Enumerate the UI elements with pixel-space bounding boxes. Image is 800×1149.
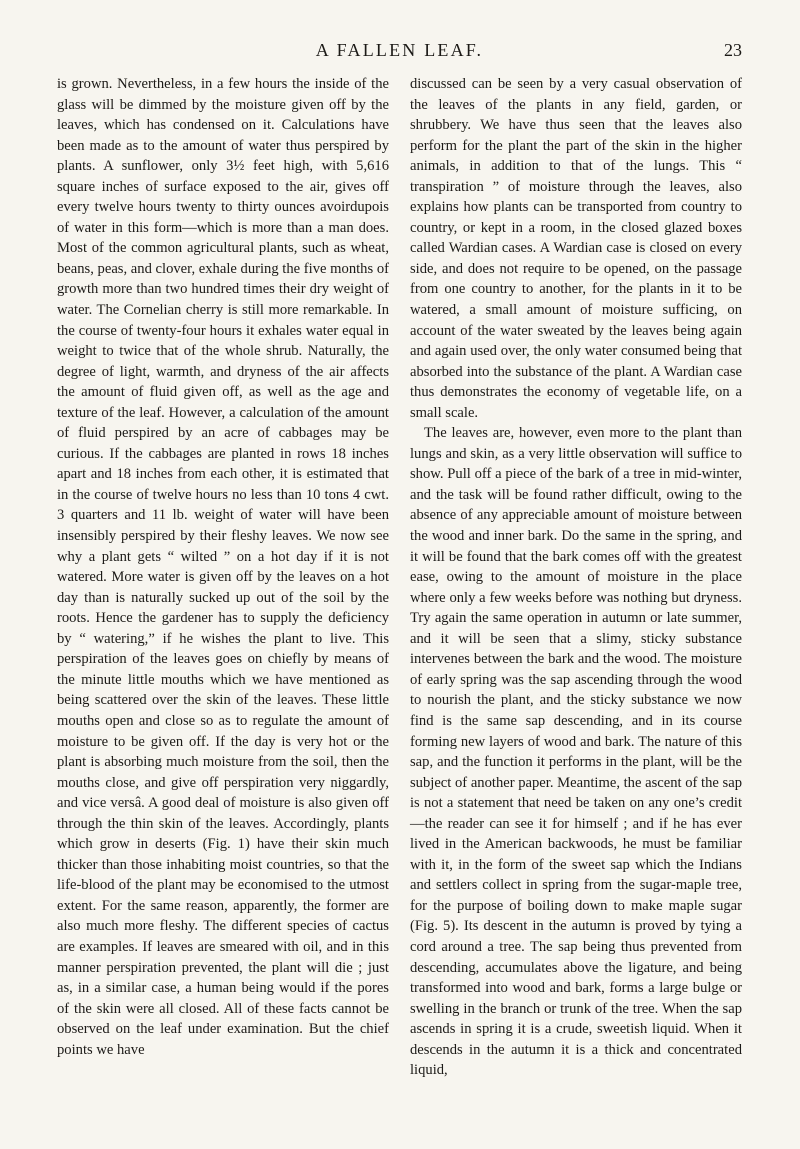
- running-head: [57, 40, 742, 64]
- right-paragraph-1: discussed can be seen by a very casual observation of the leaves of the plants in any field, garden, or shrubbery. We have thus seen that the leaves also perform for the plant the part of the skin in the higher animals, in addition to that of the lungs. This “ transpiration ” of moisture through the leaves, also explains how plants can be transported from country to country, or kept in a room, in the closed glazed boxes called Wardian cases. A Wardian case is closed on every side, and does not require to be opened, on the passage from one country to another, for the plants in it to be watered, a small amount of moisture sufficing, on account of the water sweated by the leaves being again and again used over, the only water consumed being that absorbed into the substance of the plant. A Wardian case thus demonstrates the economy of vegetable life, on a small scale.: [410, 76, 742, 421]
- left-column: [57, 74, 389, 1081]
- right-column: [410, 74, 742, 1081]
- left-paragraph-1: is grown. Nevertheless, in a few hours the inside of the glass will be dimmed by the moisture given off by the leaves, which has condensed on it. Calculations have been made as to the amount of water thus perspired by plants. A sunflower, only 3½ feet high, with 5,616 square inches of surface exposed to the air, gives off every twelve hours twenty to thirty ounces avoirdupois of water in this form—which is more than a man does. Most of the common agricultural plants, such as wheat, beans, peas, and clover, exhale during the five months of growth more than two hundred times their dry weight of water. The Cornelian cherry is still more remarkable. In the course of twenty-four hours it exhales water equal in weight to twice that of the whole shrub. Naturally, the degree of light, warmth, and dryness of the air affects the amount of fluid given off, as well as the age and texture of the leaf. However, a calculation of the amount of fluid perspired by an acre of cabbages may be curious. If the cabbages are planted in rows 18 inches apart and 18 inches from each other, it is estimated that in the course of twelve hours no less than 10 tons 4 cwt. 3 quarters and 11 lb. weight of water will have been insensibly perspired by their fleshy leaves. We now see why a plant gets “ wilted ” on a hot day if it is not watered. More water is given off by the leaves on a hot day than is naturally sucked up out of the soil by the roots. Hence the gardener has to supply the deficiency by “ watering,” if he wishes the plant to live. This perspiration of the leaves goes on chiefly by means of the minute little mouths which we have mentioned as being scattered over the skin of the leaves. These little mouths open and close so as to regulate the amount of moisture to be given off. If the day is very hot or the plant is absorbing much moisture from the soil, then the mouths close, and give off perspiration very niggardly, and vice versâ. A good deal of moisture is also given off through the thin skin of the leaves. Accordingly, plants which grow in deserts (Fig. 1) have their skin much thicker than those inhabiting moist countries, so that the life-blood of the plant may be economised to the utmost extent. For the same reason, apparently, the former are also much more fleshy. The different species of cactus are examples. If leaves are smeared with oil, and in this manner perspiration prevented, the plant will die ; just as, in a similar case, a human being would if the pores of the skin were all closed. All of these facts cannot be observed on the leaf under examination. But the chief points we have: [57, 76, 389, 1058]
- text-columns: [57, 74, 742, 1081]
- page-number: 23: [724, 40, 742, 60]
- running-title: A FALLEN LEAF.: [315, 40, 484, 60]
- right-paragraph-2: The leaves are, however, even more to the plant than lungs and skin, as a very little observation will suffice to show. Pull off a piece of the bark of a tree in mid-winter, and the task will be found rather difficult, owing to the absence of any appreciable amount of moisture between the wood and inner bark. Do the same in the spring, and it will be found that the bark comes off with the greatest ease, owing to the amount of moisture in the place where only a few weeks before was nothing but dryness. Try again the same operation in autumn or late summer, and it will be seen that a slimy, sticky substance intervenes between the bark and the wood. The moisture of early spring was the sap ascending through the wood to nourish the plant, and the sticky substance we now find is the same sap descending, and in its course forming new layers of wood and bark. The nature of this sap, and the function it performs in the plant, will be the subject of another paper. Meantime, the ascent of the sap is not a statement that need be taken on any one’s credit—the reader can see it for himself ; and if he has ever lived in the American backwoods, he must be familiar with it, in the form of the sweet sap which the Indians and settlers collect in spring from the sugar-maple tree, for the purpose of boiling down to make maple sugar (Fig. 5). Its descent in the autumn is proved by tying a cord around a tree. The sap being thus prevented from descending, accumulates above the ligature, and being transformed into wood and bark, forms a large bulge or swelling in the branch or trunk of the tree. When the sap ascends in spring it is a crude, sweetish liquid. When it descends in the autumn it is a thick and concentrated liquid,: [410, 425, 742, 1079]
